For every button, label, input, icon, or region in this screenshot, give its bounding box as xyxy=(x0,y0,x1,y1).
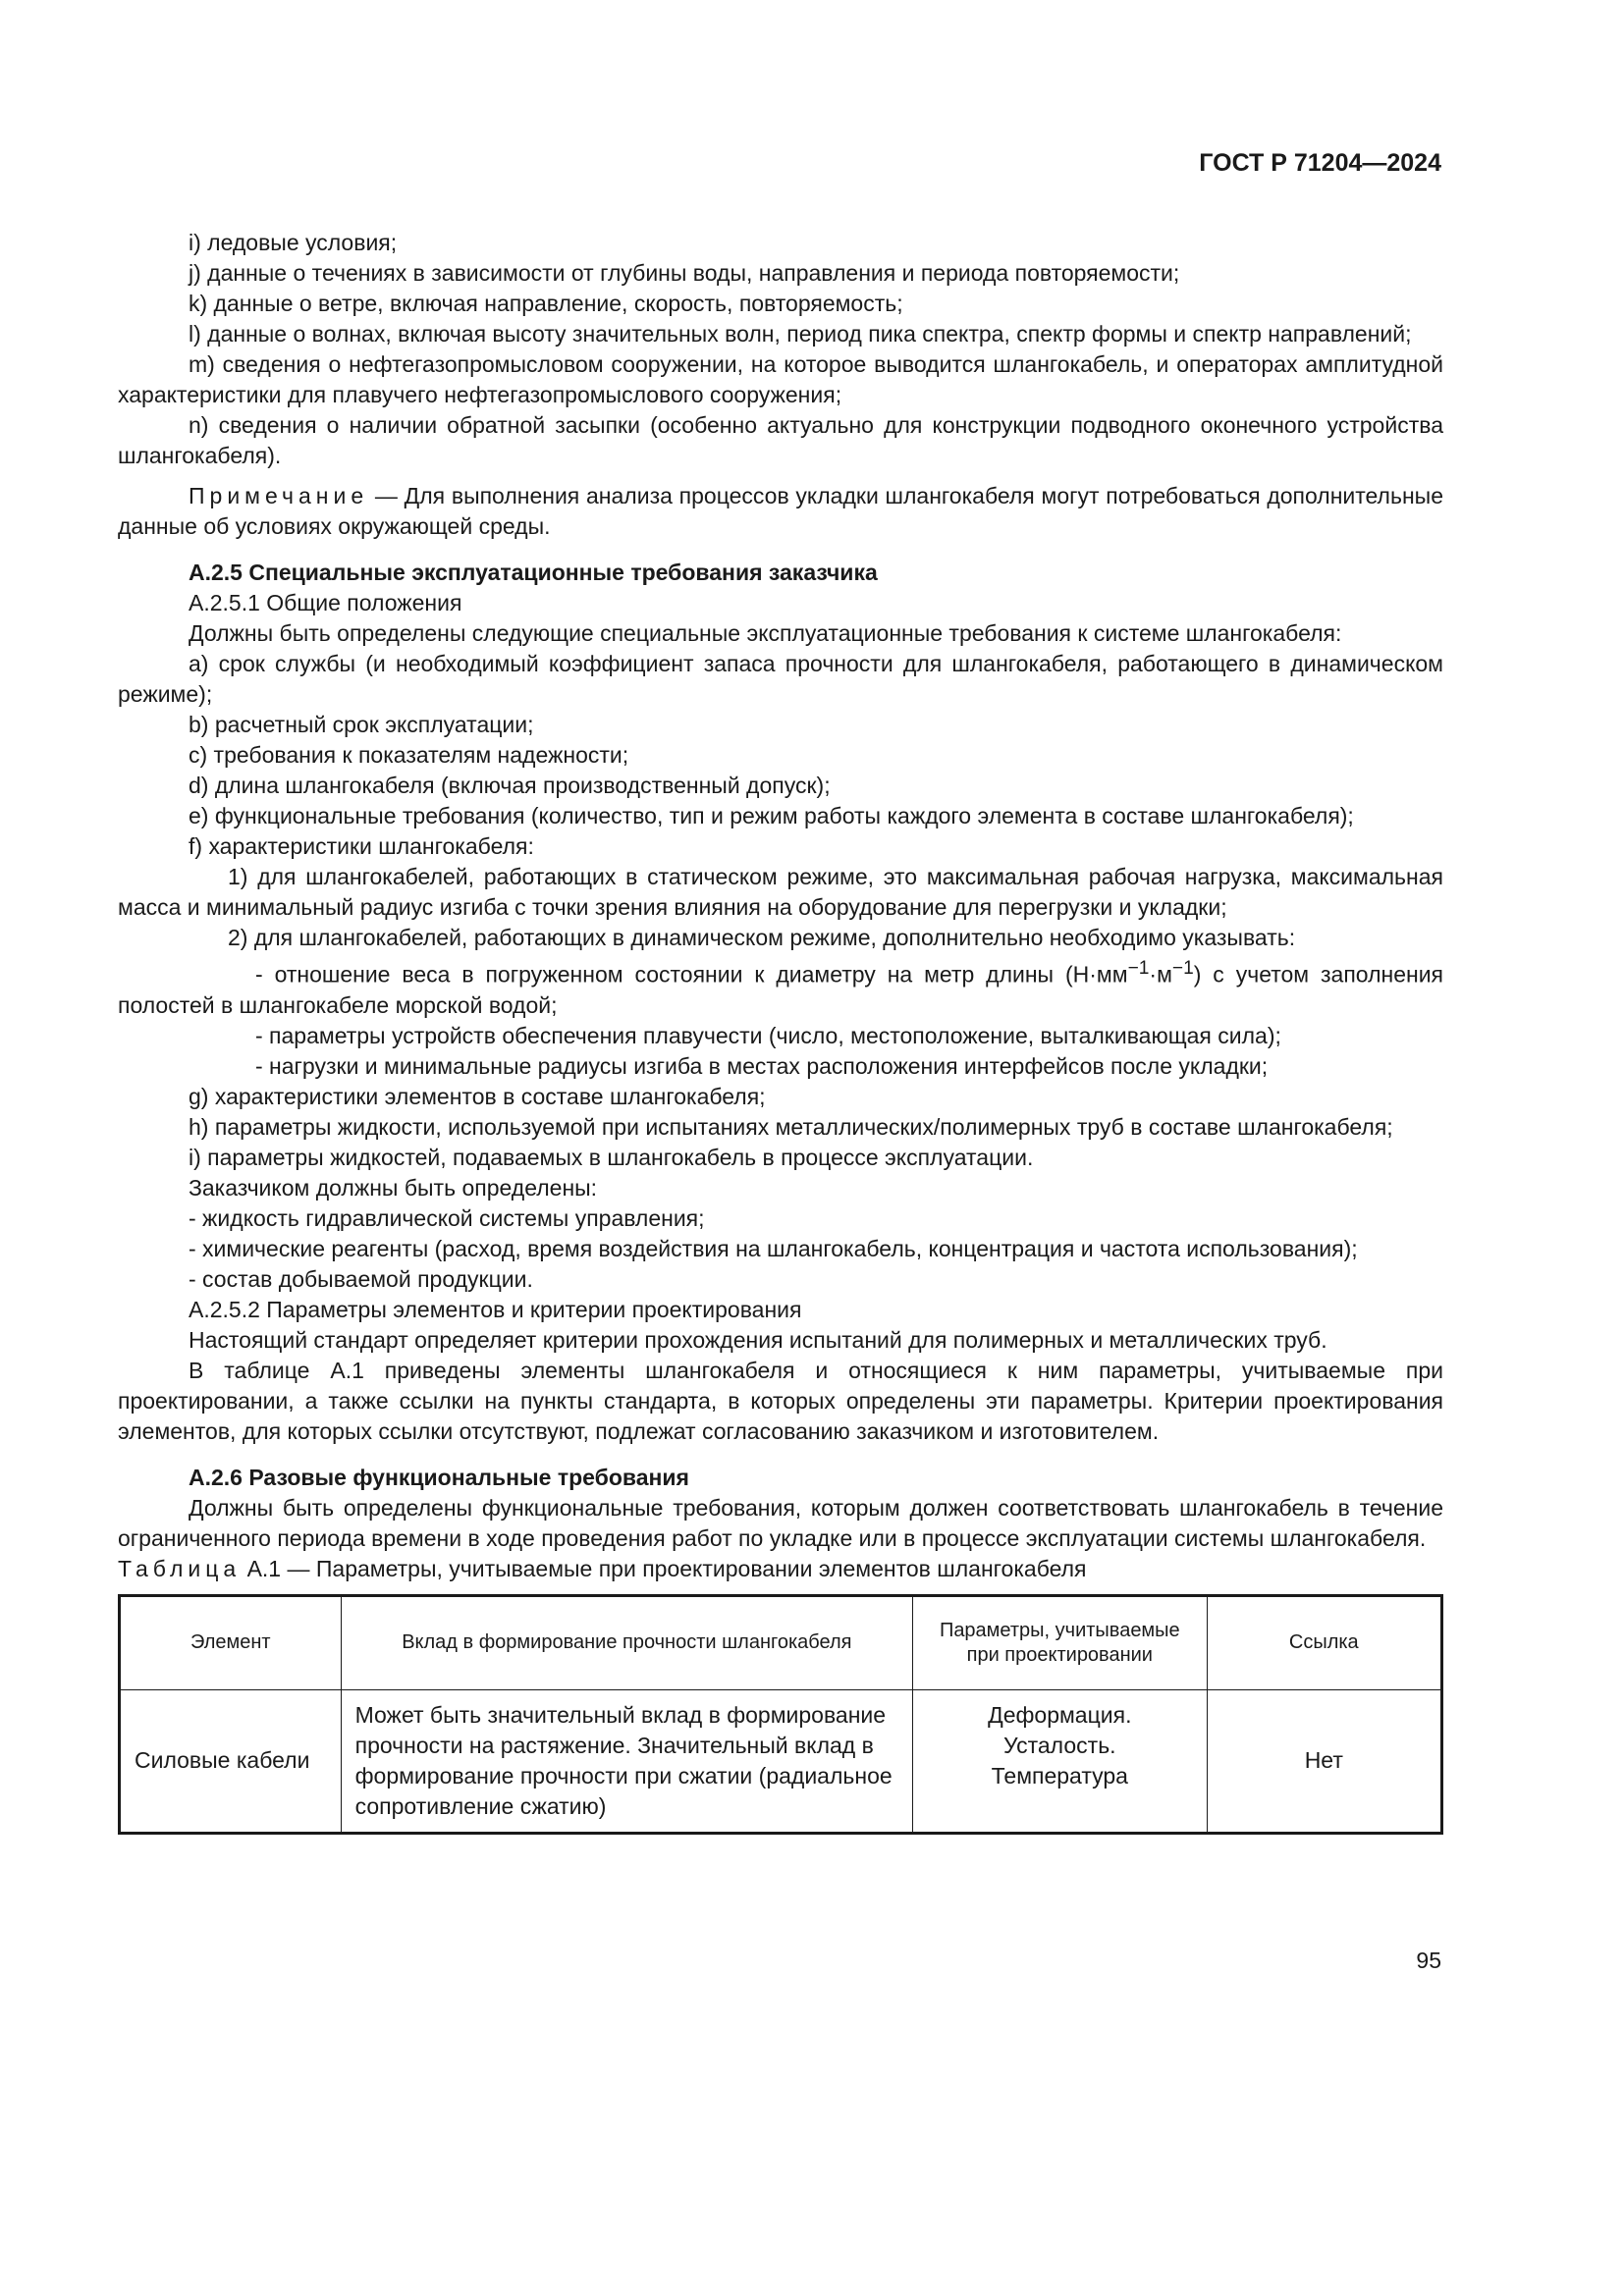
dash-item: - параметры устройств обеспечения плавучести (число, местоположение, выталкивающая сила); xyxy=(255,1022,1281,1048)
list-item: k) данные о ветре, включая направление, скорость, повторяемость; xyxy=(189,291,903,316)
dash-item: - жидкость гидравлической системы управления; xyxy=(189,1204,705,1231)
table-cell-reference: Нет xyxy=(1207,1689,1441,1833)
note-text: — Для выполнения анализа процессов укладки шлангокабеля могут потребоваться дополнительные данные об условиях окружающей среды. xyxy=(118,483,1443,539)
subsection-heading: А.2.5.2 Параметры элементов и критерии проектирования xyxy=(189,1296,802,1322)
table-header-cell: Элемент xyxy=(120,1595,342,1689)
dash-item: - состав добываемой продукции. xyxy=(189,1265,533,1292)
list-item: l) данные о волнах, включая высоту значительных волн, период пика спектра, спектр формы и спектр направлений; xyxy=(189,321,1412,347)
document-id-header: ГОСТ Р 71204—2024 xyxy=(1199,149,1441,177)
list-item: b) расчетный срок эксплуатации; xyxy=(189,712,534,737)
table-header-cell: Параметры, учитываемые при проектировании xyxy=(913,1595,1208,1689)
list-item: j) данные о течениях в зависимости от глубины воды, направления и периода повторяемости; xyxy=(189,260,1180,286)
paragraph: Заказчиком должны быть определены: xyxy=(189,1174,598,1201)
parameters-table xyxy=(118,1594,1443,1835)
list-item: i) параметры жидкостей, подаваемых в шлангокабель в процессе эксплуатации. xyxy=(189,1144,1034,1170)
list-item: e) функциональные требования (количество, тип и режим работы каждого элемента в составе шлангокабеля); xyxy=(189,803,1354,828)
list-subitem: 1) для шлангокабелей, работающих в статическом режиме, это максимальная рабочая нагрузка, максимальная масса и минимальный радиус изгиба с точки зрения влияния на оборудование для перегрузки и укладки; xyxy=(118,864,1443,920)
page-content xyxy=(118,228,1443,1835)
dash-item: - химические реагенты (расход, время воздействия на шлангокабель, концентрация и частота использования); xyxy=(189,1235,1358,1261)
table-caption-text: А.1 — Параметры, учитываемые при проектировании элементов шлангокабеля xyxy=(241,1555,1087,1581)
page-number: 95 xyxy=(1416,1948,1441,1973)
list-item: а) срок службы (и необходимый коэффициент запаса прочности для шлангокабеля, работающего в динамическом режиме); xyxy=(118,651,1443,707)
paragraph: Должны быть определены следующие специальные эксплуатационные требования к системе шлангокабеля: xyxy=(189,620,1342,646)
table-cell-contribution: Может быть значительный вклад в формирование прочности на растяжение. Значительный вклад в формирование прочности при сжатии (радиальное сопротивление сжатию) xyxy=(341,1689,912,1833)
section-heading-a26: А.2.6 Разовые функциональные требования xyxy=(189,1464,689,1490)
paragraph: В таблице А.1 приведены элементы шлангокабеля и относящиеся к ним параметры, учитываемые при проектировании, а также ссылки на пункты стандарта, в которых определены эти параметры. Критерии проектирования элементов, для которых ссылки отсутствуют, подлежат согласованию заказчиком и изготовителем. xyxy=(118,1357,1443,1444)
note-paragraph xyxy=(118,481,1443,542)
list-item: c) требования к показателям надежности; xyxy=(189,742,629,768)
table-header-cell: Ссылка xyxy=(1207,1595,1441,1689)
list-item: g) характеристики элементов в составе шлангокабеля; xyxy=(189,1083,766,1109)
list-item: h) параметры жидкости, используемой при испытаниях металлических/полимерных труб в составе шлангокабеля; xyxy=(189,1113,1393,1140)
section-heading-a25: А.2.5 Специальные эксплуатационные требования заказчика xyxy=(189,560,878,585)
subsection-heading: А.2.5.1 Общие положения xyxy=(189,590,462,615)
table-caption-label: Таблица xyxy=(118,1555,242,1581)
table-caption xyxy=(118,1554,1443,1584)
table-header-row xyxy=(120,1595,1442,1689)
note-label: Примечание xyxy=(189,483,369,508)
table-cell-element: Силовые кабели xyxy=(120,1689,342,1833)
list-item: i) ледовые условия; xyxy=(189,230,398,255)
table-header-cell: Вклад в формирование прочности шлангокабеля xyxy=(341,1595,912,1689)
list-item: f) характеристики шлангокабеля: xyxy=(189,833,534,859)
table-cell-params: Деформация. Усталость. Температура xyxy=(913,1689,1208,1833)
dash-item: - нагрузки и минимальные радиусы изгиба в местах расположения интерфейсов после укладки; xyxy=(255,1052,1269,1079)
dash-item: - отношение веса в погруженном состоянии к диаметру на метр длины $(Н\cdot мм^{-1}\cdot м^{-1})$ с учетом заполнения полостей в шлангокабеле морской водой; xyxy=(118,958,1444,1018)
list-item: n) сведения о наличии обратной засыпки (особенно актуально для конструкции подводного оконечного устройства шлангокабеля). xyxy=(118,412,1443,468)
table-row xyxy=(120,1689,1442,1833)
list-item: d) длина шлангокабеля (включая производственный допуск); xyxy=(189,773,831,798)
list-subitem: 2) для шлангокабелей, работающих в динамическом режиме, дополнительно необходимо указывать: xyxy=(228,925,1296,950)
list-item: m) сведения о нефтегазопромысловом сооружении, на которое выводится шлангокабель, и операторах амплитудной характеристики для плавучего нефтегазопромыслового сооружения; xyxy=(118,351,1443,407)
paragraph: Должны быть определены функциональные требования, которым должен соответствовать шлангокабель в течение ограниченного периода времени в ходе проведения работ по укладке или в процессе эксплуатации системы шлангокабеля. xyxy=(118,1494,1443,1551)
paragraph: Настоящий стандарт определяет критерии прохождения испытаний для полимерных и металлических труб. xyxy=(189,1326,1327,1353)
